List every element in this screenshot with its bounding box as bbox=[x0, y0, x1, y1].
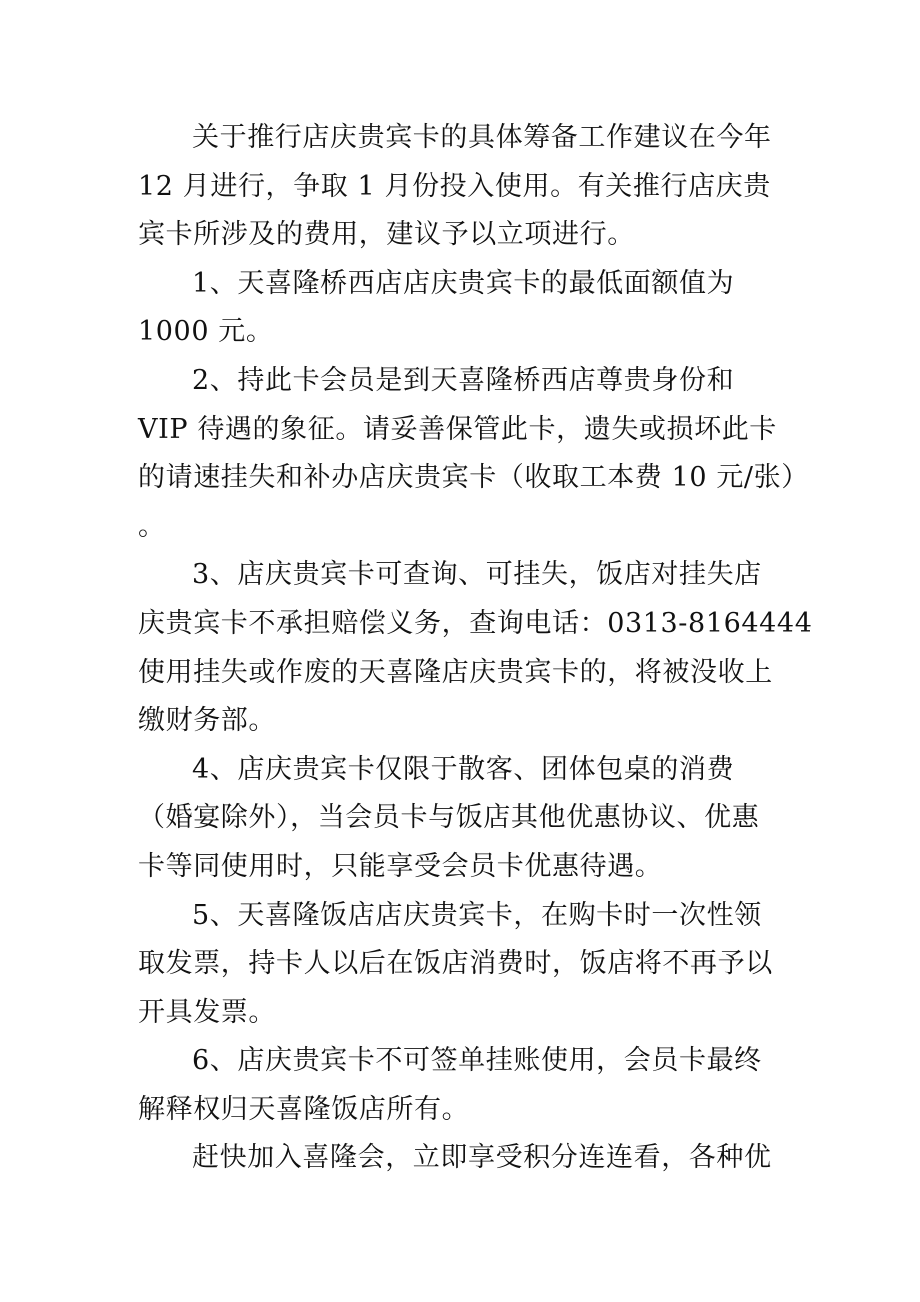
paragraph-item-2 bbox=[138, 357, 809, 551]
text-line: 。 bbox=[138, 510, 166, 542]
paragraph-closing bbox=[138, 1134, 798, 1183]
text-line: 1、天喜隆桥西店店庆贵宾卡的最低面额值为 bbox=[192, 267, 735, 299]
document-body bbox=[138, 114, 813, 1183]
text-line: （婚宴除外），当会员卡与饭店其他优惠协议、优惠 bbox=[138, 802, 760, 834]
paragraph-item-4 bbox=[138, 746, 798, 892]
text-line: 庆贵宾卡不承担赔偿义务，查询电话：0313-8164444 bbox=[138, 607, 813, 639]
text-line: 解释权归天喜隆饭店所有。 bbox=[138, 1093, 470, 1125]
text-line: 3、店庆贵宾卡可查询、可挂失，饭店对挂失店 bbox=[192, 559, 762, 591]
paragraph-item-6 bbox=[138, 1037, 798, 1134]
paragraph-item-5 bbox=[138, 892, 798, 1038]
text-line: 赶快加入喜隆会，立即享受积分连连看，各种优 bbox=[192, 1142, 772, 1174]
text-line: 使用挂失或作废的天喜隆店庆贵宾卡的，将被没收上 bbox=[138, 656, 773, 688]
text-line: 取发票，持卡人以后在饭店消费时，饭店将不再予以 bbox=[138, 948, 773, 980]
paragraph-item-1 bbox=[138, 260, 798, 357]
paragraph-item-3 bbox=[138, 551, 813, 745]
text-line: 宾卡所涉及的费用，建议予以立项进行。 bbox=[138, 219, 635, 251]
text-line: 缴财务部。 bbox=[138, 705, 276, 737]
text-line: 4、店庆贵宾卡仅限于散客、团体包桌的消费 bbox=[192, 753, 735, 785]
text-line: 1000 元。 bbox=[138, 316, 274, 348]
text-line: 5、天喜隆饭店店庆贵宾卡，在购卡时一次性领 bbox=[192, 899, 762, 931]
text-line: 6、店庆贵宾卡不可签单挂账使用，会员卡最终 bbox=[192, 1045, 762, 1077]
text-line: 卡等同使用时，只能享受会员卡优惠待遇。 bbox=[138, 850, 663, 882]
text-line: 12 月进行，争取 1 月份投入使用。有关推行店庆贵 bbox=[138, 170, 771, 202]
text-line: 关于推行店庆贵宾卡的具体筹备工作建议在今年 bbox=[192, 122, 772, 153]
text-line: 的请速挂失和补办店庆贵宾卡（收取工本费 10 元/张） bbox=[138, 462, 809, 494]
text-line: VIP 待遇的象征。请妥善保管此卡，遗失或损坏此卡 bbox=[138, 413, 777, 445]
text-line: 2、持此卡会员是到天喜隆桥西店尊贵身份和 bbox=[192, 364, 735, 396]
text-line: 开具发票。 bbox=[138, 996, 276, 1028]
paragraph-intro bbox=[138, 114, 798, 260]
